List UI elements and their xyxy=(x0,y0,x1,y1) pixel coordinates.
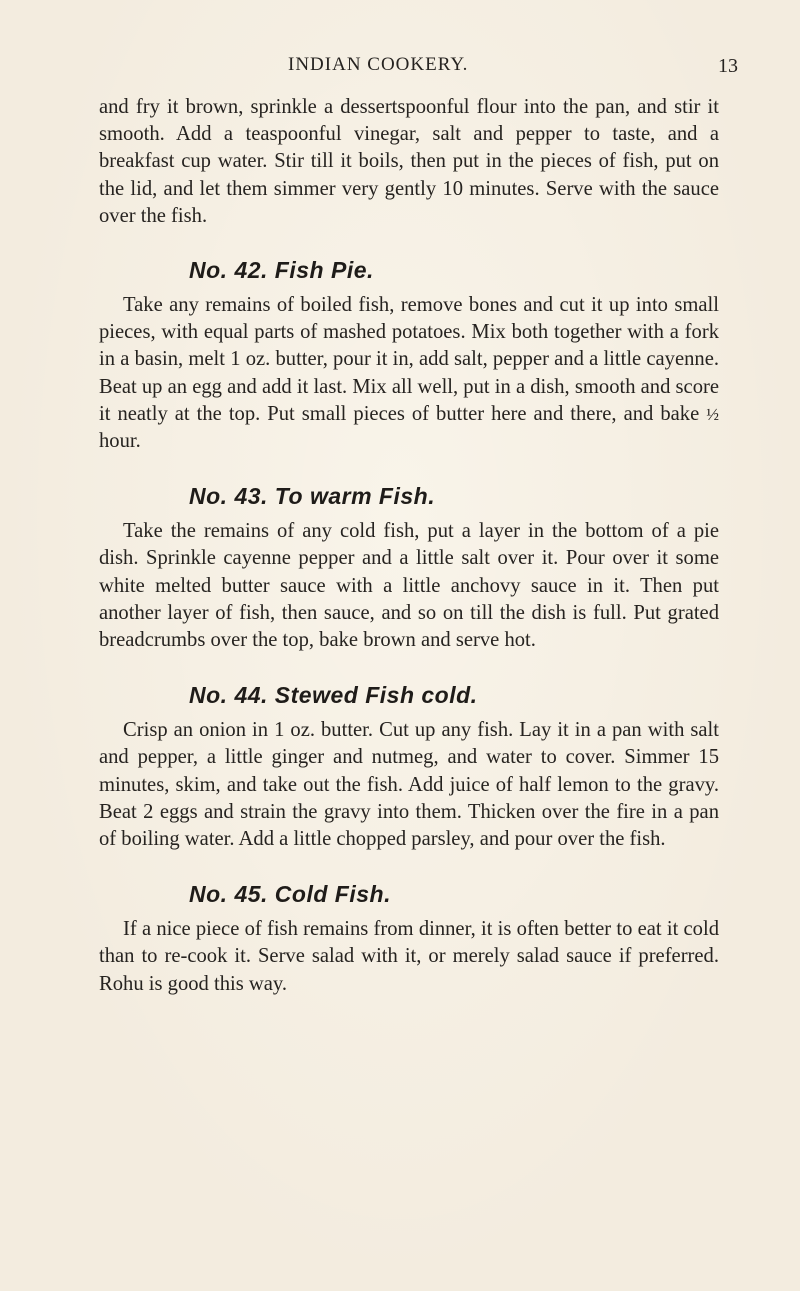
continued-paragraph: and fry it brown, sprinkle a dessertspoonful flour into the pan, and stir it smooth. Add a teaspoonful vinegar, salt and pepper to taste, and a breakfast cup water. Stir till it boils, then put in the pieces of fish, put on the lid, and let them simmer very gently 10 minutes. Serve with the sauce over the fish. xyxy=(99,96,719,227)
half-fraction: ½ xyxy=(706,404,719,424)
recipe-body-45: If a nice piece of fish remains from dinner, it is often better to eat it cold than to re-cook it. Serve salad with it, or merely salad sauce if preferred. Rohu is good this way. xyxy=(99,918,719,995)
recipe-42-text: Take any remains of boiled fish, remove bones and cut it up into small pieces, with equal parts of mashed potatoes. Mix both together with a fork in a basin, melt 1 oz. butter, pour it in, add salt, pepper and a little cayenne. Beat up an egg and add it last. Mix all well, put in a dish, smooth and score it neatly at the top. Put small pieces of butter here and there, and bake xyxy=(99,294,719,425)
recipe-body-43: Take the remains of any cold fish, put a layer in the bottom of a pie dish. Sprinkle cayenne pepper and a little salt over it. Pour over it some white melted butter sauce with a little anchovy sauce in it. Then put another layer of fish, then sauce, and so on till the dish is full. Put grated breadcrumbs over the top, bake brown and serve hot. xyxy=(99,520,719,652)
page-number: 13 xyxy=(718,55,738,77)
page-body xyxy=(99,94,719,998)
recipe-body-42 xyxy=(99,292,719,455)
recipe-heading-43: No. 43. To warm Fish. xyxy=(189,483,436,510)
recipe-heading-42: No. 42. Fish Pie. xyxy=(189,257,374,284)
recipe-body-44: Crisp an onion in 1 oz. butter. Cut up any fish. Lay it in a pan with salt and pepper, a little ginger and nutmeg, and water to cover. Simmer 15 minutes, skim, and take out the fish. Add juice of half lemon to the gravy. Beat 2 eggs and strain the gravy into them. Thicken over the fire in a pan of boiling water. Add a little chopped parsley, and pour over the fish. xyxy=(99,719,719,851)
running-header xyxy=(0,54,800,84)
recipe-heading-45: No. 45. Cold Fish. xyxy=(189,881,391,908)
recipe-42-text-end: hour. xyxy=(99,430,141,453)
running-title: INDIAN COOKERY. xyxy=(288,54,469,75)
recipe-heading-44: No. 44. Stewed Fish cold. xyxy=(189,682,478,709)
